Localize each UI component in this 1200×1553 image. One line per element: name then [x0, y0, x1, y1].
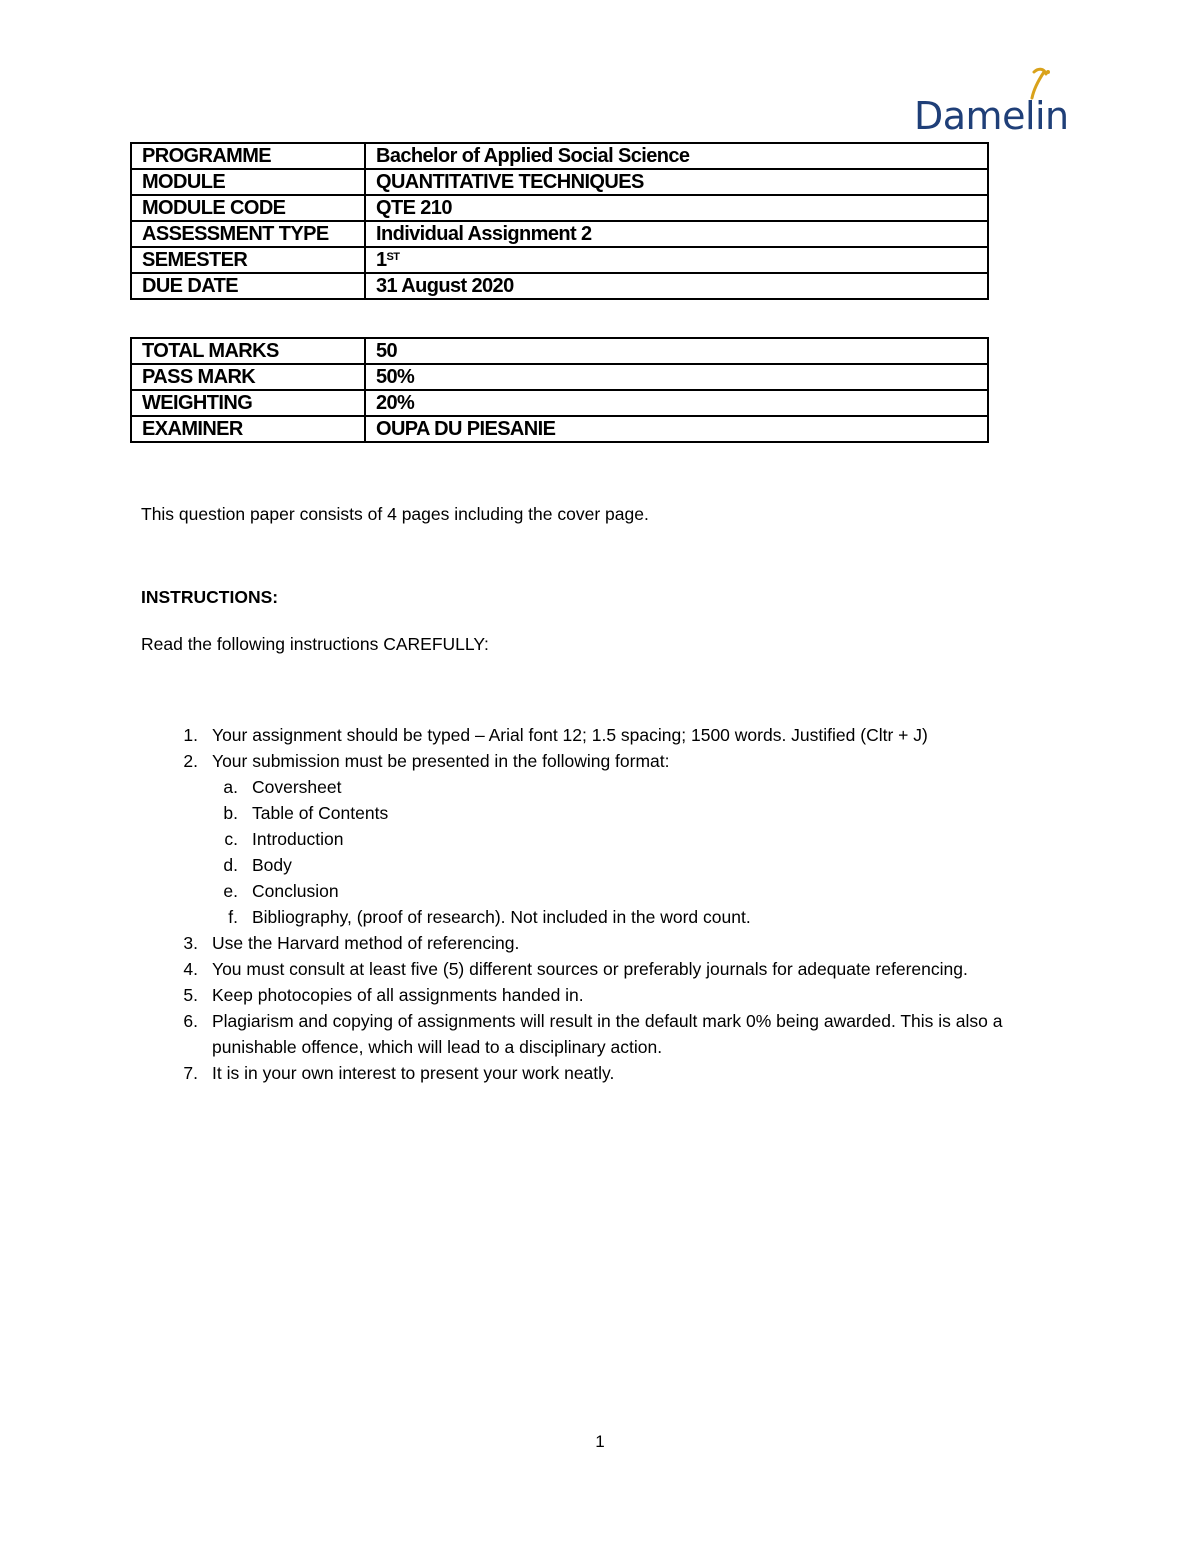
logo-wordmark: Damelin: [914, 94, 1069, 138]
item-text: Conclusion: [252, 881, 339, 901]
instruction-item: [172, 1008, 1072, 1060]
field-value-text: Bachelor of Applied Social Science: [376, 145, 690, 167]
item-text: Body: [252, 855, 292, 875]
table-row: [131, 221, 988, 247]
table-row: [131, 364, 988, 390]
item-number: 4.: [183, 959, 198, 979]
item-number: 6.: [183, 1011, 198, 1031]
item-text: Keep photocopies of all assignments handed in.: [212, 985, 584, 1005]
item-number: 2.: [183, 751, 198, 771]
item-text: Your submission must be presented in the following format:: [212, 751, 670, 771]
item-text: Coversheet: [252, 777, 342, 797]
field-value: [365, 247, 988, 273]
item-number: b.: [223, 803, 238, 823]
item-number: d.: [223, 855, 238, 875]
field-label: SEMESTER: [131, 247, 365, 273]
item-text: Plagiarism and copying of assignments will result in the default mark 0% being awarded. This is also a punishable offence, which will lead to a disciplinary action.: [212, 1011, 1003, 1057]
field-value-text: OUPA DU PIESANIE: [376, 418, 556, 440]
marks-table: [130, 337, 989, 443]
instructions-intro: Read the following instructions CAREFULLY:: [141, 634, 489, 654]
item-text: Your assignment should be typed – Arial font 12; 1.5 spacing; 1500 words. Justified (Cltr + J): [212, 725, 928, 745]
instruction-item: [172, 1060, 1072, 1086]
field-value: [365, 364, 988, 390]
instructions-heading: INSTRUCTIONS:: [141, 587, 279, 607]
field-value: [365, 273, 988, 299]
field-value-text: Individual Assignment 2: [376, 223, 592, 245]
field-value: [365, 221, 988, 247]
item-number: 1.: [183, 725, 198, 745]
page-number: 1: [595, 1432, 605, 1451]
item-number: e.: [223, 881, 238, 901]
item-number: 3.: [183, 933, 198, 953]
field-value: [365, 390, 988, 416]
table-row: [131, 338, 988, 364]
table-row: [131, 169, 988, 195]
instruction-item: [172, 722, 1072, 748]
item-text: Introduction: [252, 829, 344, 849]
field-value: [365, 195, 988, 221]
field-value: [365, 169, 988, 195]
table-row: [131, 273, 988, 299]
field-label: MODULE: [131, 169, 365, 195]
instruction-subitem: [172, 904, 1072, 930]
instruction-item: [172, 982, 1072, 1008]
field-value-text: 50: [376, 340, 398, 362]
item-text: Use the Harvard method of referencing.: [212, 933, 520, 953]
item-number: c.: [224, 829, 238, 849]
item-number: 7.: [183, 1063, 198, 1083]
item-number: a.: [223, 777, 238, 797]
item-text: You must consult at least five (5) different sources or preferably journals for adequate referencing.: [212, 959, 968, 979]
field-value-text: 20%: [376, 392, 415, 414]
field-label: EXAMINER: [131, 416, 365, 442]
field-label: WEIGHTING: [131, 390, 365, 416]
damelin-logo: [914, 66, 1069, 138]
field-value: [365, 143, 988, 169]
table-row: [131, 416, 988, 442]
field-value: [365, 338, 988, 364]
field-value-text: 1: [376, 249, 387, 271]
item-text: It is in your own interest to present your work neatly.: [212, 1063, 615, 1083]
item-number: f.: [228, 907, 238, 927]
field-label: PASS MARK: [131, 364, 365, 390]
field-value-text: QUANTITATIVE TECHNIQUES: [376, 171, 644, 193]
instruction-item: [172, 748, 1072, 774]
instruction-subitem: [172, 878, 1072, 904]
field-value-text: QTE 210: [376, 197, 452, 219]
field-value: [365, 416, 988, 442]
field-label: MODULE CODE: [131, 195, 365, 221]
instruction-item: [172, 956, 1072, 982]
table-row: [131, 195, 988, 221]
field-value-superscript: ST: [386, 251, 400, 263]
instruction-subitem: [172, 852, 1072, 878]
instruction-subitem: [172, 774, 1072, 800]
table-row: [131, 247, 988, 273]
table-row: [131, 390, 988, 416]
field-label: TOTAL MARKS: [131, 338, 365, 364]
field-label: DUE DATE: [131, 273, 365, 299]
instruction-subitem: [172, 826, 1072, 852]
field-value-text: 31 August 2020: [376, 275, 514, 297]
instruction-item: [172, 930, 1072, 956]
item-number: 5.: [183, 985, 198, 1005]
pages-note: This question paper consists of 4 pages including the cover page.: [141, 504, 649, 524]
details-table: [130, 142, 989, 300]
field-label: PROGRAMME: [131, 143, 365, 169]
field-value-text: 50%: [376, 366, 415, 388]
table-row: [131, 143, 988, 169]
field-label: ASSESSMENT TYPE: [131, 221, 365, 247]
item-text: Table of Contents: [252, 803, 389, 823]
instruction-subitem: [172, 800, 1072, 826]
item-text: Bibliography, (proof of research). Not included in the word count.: [252, 907, 751, 927]
instructions-list: [172, 722, 1072, 1086]
